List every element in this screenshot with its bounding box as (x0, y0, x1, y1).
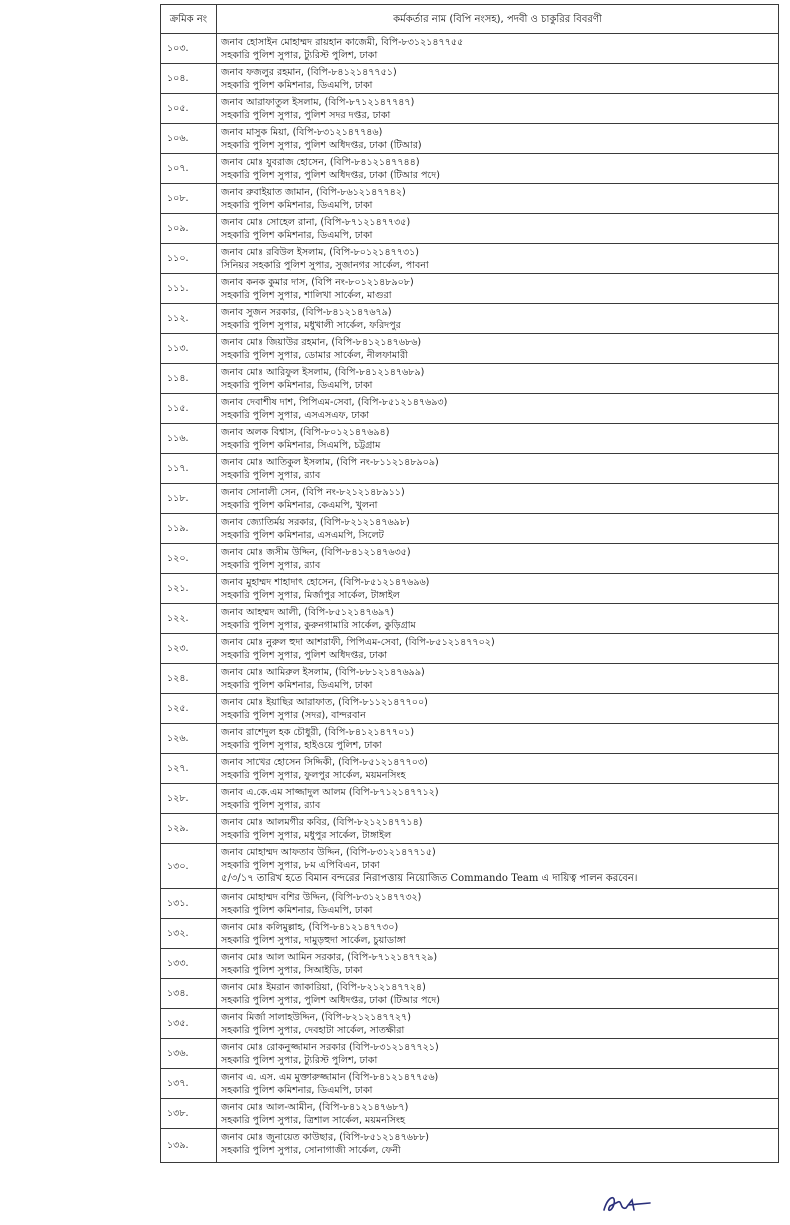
officer-posting: সহকারি পুলিশ সুপার, র‌্যাব (221, 800, 321, 811)
officer-details (217, 1129, 779, 1163)
table-row (161, 1099, 779, 1129)
header-details: কর্মকর্তার নাম (বিপি নংসহ), পদবী ও চাকুরির বিবরণী (217, 5, 779, 34)
table-row (161, 574, 779, 604)
officer-posting: সহকারি পুলিশ সুপার, পুলিশ অধিদপ্তর, ঢাকা (টিআর পদে) (221, 995, 440, 1006)
officer-name: জনাব মোঃ জসীম উদ্দিন, (বিপি-৮৪১২১৪৭৬৩৫) (221, 547, 411, 558)
serial-number: ১১৩. (161, 334, 217, 364)
officer-name: জনাব আহম্মদ আলী, (বিপি-৮৫১২১৪৭৬৯৭) (221, 607, 394, 618)
officer-note: ৫/৩/১৭ তারিখ হতে বিমান বন্দরের নিরাপত্তায় নিয়োজিত Commando Team এ দায়িত্ব পালন করবেন। (221, 873, 638, 884)
officer-name: জনাব মোঃ সোহেল রানা, (বিপি-৮৭১২১৪৭৭৩৫) (221, 217, 411, 228)
serial-number: ১২৯. (161, 814, 217, 844)
serial-number: ১৩৮. (161, 1099, 217, 1129)
officer-name: জনাব মোঃ জিয়াউর রহমান, (বিপি-৮৪১২১৪৭৬৮৬) (221, 337, 422, 348)
officer-name: জনাব অলক বিশ্বাস, (বিপি-৮০১২১৪৭৬৯৪) (221, 427, 390, 438)
table-row (161, 454, 779, 484)
table-row (161, 544, 779, 574)
officer-posting: সহকারি পুলিশ সুপার, সোনাগাজী সার্কেল, ফেনী (221, 1145, 401, 1156)
serial-number: ১২৬. (161, 724, 217, 754)
officer-posting: সহকারি পুলিশ কমিশনার, ডিএমপি, ঢাকা (221, 905, 373, 916)
table-row (161, 1009, 779, 1039)
officer-details (217, 694, 779, 724)
table-row (161, 1039, 779, 1069)
officer-details (217, 184, 779, 214)
officer-posting: সহকারি পুলিশ সুপার, এসএসএফ, ঢাকা (221, 410, 370, 421)
table-row (161, 784, 779, 814)
officer-posting: সহকারি পুলিশ সুপার, ফুলপুর সার্কেল, ময়মনসিংহ (221, 770, 406, 781)
officer-details (217, 514, 779, 544)
table-row (161, 94, 779, 124)
officer-details (217, 454, 779, 484)
officer-posting: সহকারি পুলিশ সুপার, পুলিশ সদর দপ্তর, ঢাকা (221, 110, 391, 121)
officer-name: জনাব সুজন সরকার, (বিপি-৮৪১২১৪৭৬৭৯) (221, 307, 392, 318)
officer-posting: সহকারি পুলিশ সুপার, ত্রিশাল সার্কেল, ময়মনসিংহ (221, 1115, 405, 1126)
officer-posting: সহকারি পুলিশ সুপার, পুলিশ অধিদপ্তর, ঢাকা (টিআর) (221, 140, 422, 151)
officer-name: জনাব আরাফাতুল ইসলাম, (বিপি-৮৭১২১৪৭৭৪৭) (221, 97, 415, 108)
officer-posting: সহকারি পুলিশ সুপার, ৮ম এপিবিএন, ঢাকা (221, 860, 380, 871)
officer-posting: সহকারি পুলিশ সুপার, র‌্যাব (221, 560, 321, 571)
officer-details (217, 364, 779, 394)
table-row (161, 604, 779, 634)
table-row (161, 919, 779, 949)
officer-name: জনাব রাশেদুল হক চৌধুরী, (বিপি-৮৪১২১৪৭৭০১) (221, 727, 415, 738)
officer-details (217, 64, 779, 94)
officer-roster-table (160, 4, 779, 1163)
table-row (161, 514, 779, 544)
officer-details (217, 604, 779, 634)
table-row (161, 124, 779, 154)
officer-posting: সহকারি পুলিশ সুপার, হাইওয়ে পুলিশ, ঢাকা (221, 740, 382, 751)
serial-number: ১২৭. (161, 754, 217, 784)
officer-posting: সহকারি পুলিশ সুপার, মির্জাপুর সার্কেল, টাঙ্গাইল (221, 590, 400, 601)
serial-number: ১২৩. (161, 634, 217, 664)
officer-posting: সহকারি পুলিশ কমিশনার, ডিএমপি, ঢাকা (221, 200, 373, 211)
header-serial: ক্রমিক নং (161, 5, 217, 34)
officer-posting: সহকারি পুলিশ সুপার, ডোমার সার্কেল, নীলফামারী (221, 350, 408, 361)
serial-number: ১৩১. (161, 889, 217, 919)
serial-number: ১০৪. (161, 64, 217, 94)
table-header-row (161, 5, 779, 34)
serial-number: ১৩৯. (161, 1129, 217, 1163)
serial-number: ১৩৫. (161, 1009, 217, 1039)
officer-posting: সহকারি পুলিশ কমিশনার, এসএমপি, সিলেট (221, 530, 384, 541)
officer-name: জনাব মোঃ রবিউল ইসলাম, (বিপি-৮০১২১৪৭৭৩১) (221, 247, 420, 258)
table-row (161, 364, 779, 394)
officer-name: জনাব মোহাম্মদ আফতাব উদ্দিন, (বিপি-৮৩১২১৪৭৭১৫) (221, 847, 436, 858)
serial-number: ১২৫. (161, 694, 217, 724)
officer-name: জনাব সোনালী সেন, (বিপি নং-৮২১২১৪৮৯১১) (221, 487, 405, 498)
officer-details (217, 484, 779, 514)
officer-details (217, 154, 779, 184)
serial-number: ১১০. (161, 244, 217, 274)
signature-mark (598, 1190, 658, 1218)
officer-posting: সহকারি পুলিশ সুপার, পুলিশ অধিদপ্তর, ঢাকা (টিআর পদে) (221, 170, 440, 181)
serial-number: ১০৩. (161, 34, 217, 64)
officer-posting: সহকারি পুলিশ সুপার, দামুড়হুদা সার্কেল, চুয়াডাঙ্গা (221, 935, 406, 946)
officer-details (217, 724, 779, 754)
table-body (161, 34, 779, 1163)
table-row (161, 814, 779, 844)
officer-posting: সহকারি পুলিশ কমিশনার, সিএমপি, চট্টগ্রাম (221, 440, 381, 451)
serial-number: ১৩২. (161, 919, 217, 949)
serial-number: ১১৭. (161, 454, 217, 484)
table-row (161, 484, 779, 514)
serial-number: ১১১. (161, 274, 217, 304)
officer-posting: সিনিয়র সহকারি পুলিশ সুপার, সুজানগর সার্কেল, পাবনা (221, 260, 429, 271)
officer-posting: সহকারি পুলিশ কমিশনার, ডিএমপি, ঢাকা (221, 1085, 373, 1096)
officer-details (217, 34, 779, 64)
officer-details (217, 244, 779, 274)
table-row (161, 889, 779, 919)
officer-name: জনাব মোঃ যুবরাজ হোসেন, (বিপি-৮৪১২১৪৭৭৪৪) (221, 157, 420, 168)
table-row (161, 184, 779, 214)
officer-details (217, 1099, 779, 1129)
officer-name: জনাব এ. এস. এম মুক্তারুজ্জামান (বিপি-৮৪১২১৪৭৭৫৬) (221, 1072, 439, 1083)
officer-name: জনাব ফজলুর রহমান, (বিপি-৮৪১২১৪৭৭৫১) (221, 67, 397, 78)
serial-number: ১২০. (161, 544, 217, 574)
serial-number: ১১৪. (161, 364, 217, 394)
officer-posting: সহকারি পুলিশ সুপার, দেবহাটা সার্কেল, সাতক্ষীরা (221, 1025, 405, 1036)
serial-number: ১০৮. (161, 184, 217, 214)
officer-details (217, 574, 779, 604)
officer-posting: সহকারি পুলিশ সুপার, মধুপুর সার্কেল, টাঙ্গাইল (221, 830, 392, 841)
officer-name: জনাব মোঃ ইমরান জাকারিয়া, (বিপি-৮২১২১৪৭৭২৪) (221, 982, 426, 993)
table-row (161, 1129, 779, 1163)
officer-posting: সহকারি পুলিশ সুপার (সদর), বান্দরবান (221, 710, 366, 721)
officer-details (217, 94, 779, 124)
serial-number: ১১৮. (161, 484, 217, 514)
officer-details (217, 1039, 779, 1069)
serial-number: ১৩৬. (161, 1039, 217, 1069)
serial-number: ১১৫. (161, 394, 217, 424)
officer-name: জনাব মোঃ জুনায়েত কাউছার, (বিপি-৮৫১২১৪৭৬৮৮) (221, 1132, 429, 1143)
table-row (161, 634, 779, 664)
table-row (161, 664, 779, 694)
serial-number: ১০৬. (161, 124, 217, 154)
table-row (161, 694, 779, 724)
officer-name: জনাব সাখের হোসেন সিদ্দিকী, (বিপি-৮৫১২১৪৭৭০৩) (221, 757, 428, 768)
table-row (161, 844, 779, 889)
table-row (161, 214, 779, 244)
officer-details (217, 979, 779, 1009)
officer-details (217, 274, 779, 304)
officer-name: জনাব এ.কে.এম সাজ্জাদুল আলম (বিপি-৮৭১২১৪৭৭১২) (221, 787, 439, 798)
serial-number: ১৩৪. (161, 979, 217, 1009)
table-row (161, 979, 779, 1009)
serial-number: ১১২. (161, 304, 217, 334)
table-row (161, 304, 779, 334)
officer-details (217, 949, 779, 979)
officer-name: জনাব মির্জা সালাহউদ্দিন, (বিপি-৮২১২১৪৭৭২৭) (221, 1012, 411, 1023)
table-row (161, 244, 779, 274)
officer-name: জনাব মোঃ আরিফুল ইসলাম, (বিপি-৮৪১২১৪৭৬৮৯) (221, 367, 425, 378)
officer-details (217, 424, 779, 454)
officer-posting: সহকারি পুলিশ কমিশনার, ডিএমপি, ঢাকা (221, 680, 373, 691)
serial-number: ১২২. (161, 604, 217, 634)
officer-name: জনাব মোঃ নুরুল হুদা আশরাফী, পিপিএম-সেবা, (বিপি-৮৫১২১৪৭৭০২) (221, 637, 495, 648)
table-row (161, 724, 779, 754)
table-row (161, 424, 779, 454)
officer-details (217, 919, 779, 949)
officer-posting: সহকারি পুলিশ কমিশনার, ডিএমপি, ঢাকা (221, 80, 373, 91)
serial-number: ১০৭. (161, 154, 217, 184)
officer-details (217, 1069, 779, 1099)
officer-posting: সহকারি পুলিশ কমিশনার, কেএমপি, খুলনা (221, 500, 378, 511)
officer-details (217, 124, 779, 154)
serial-number: ১০৫. (161, 94, 217, 124)
officer-details (217, 814, 779, 844)
serial-number: ১৩৩. (161, 949, 217, 979)
officer-details (217, 664, 779, 694)
officer-details (217, 334, 779, 364)
officer-details (217, 1009, 779, 1039)
officer-details (217, 784, 779, 814)
serial-number: ১২১. (161, 574, 217, 604)
officer-details (217, 844, 779, 889)
table-row (161, 154, 779, 184)
officer-posting: সহকারি পুলিশ সুপার, ট্যুরিস্ট পুলিশ, ঢাকা (221, 50, 378, 61)
officer-details (217, 634, 779, 664)
officer-name: জনাব মোঃ কলিমুল্লাহ, (বিপি-৮৪১২১৪৭৭৩০) (221, 922, 399, 933)
officer-details (217, 889, 779, 919)
officer-name: জনাব মোঃ ইয়াছির আরাফাত, (বিপি-৮১১২১৪৭৭০০) (221, 697, 428, 708)
officer-details (217, 394, 779, 424)
officer-name: জনাব মুহাম্মদ শাহাদাৎ হোসেন, (বিপি-৮৫১২১৪৭৬৯৬) (221, 577, 430, 588)
officer-name: জনাব হোসাইন মোহাম্মদ রায়হান কাজেমী, বিপি-৮৩১২১৪৭৭৫৫ (221, 37, 464, 48)
table-row (161, 1069, 779, 1099)
serial-number: ১১৯. (161, 514, 217, 544)
officer-name: জনাব মোঃ আলমগীর কবির, (বিপি-৮২১২১৪৭৭১৪) (221, 817, 423, 828)
officer-posting: সহকারি পুলিশ সুপার, পুলিশ অধিদপ্তর, ঢাকা (221, 650, 388, 661)
officer-name: জনাব রুবাইয়াত জামান, (বিপি-৮৬১২১৪৭৭৪২) (221, 187, 406, 198)
officer-name: জনাব মোঃ আমিরুল ইসলাম, (বিপি-৮৮১২১৪৭৬৯৯) (221, 667, 425, 678)
officer-name: জনাব মাসুক মিয়া, (বিপি-৮৩১২১৪৭৭৪৬) (221, 127, 383, 138)
officer-posting: সহকারি পুলিশ সুপার, কুরুনগামারি সার্কেল, কুড়িগ্রাম (221, 620, 416, 631)
officer-posting: সহকারি পুলিশ কমিশনার, ডিএমপি, ঢাকা (221, 380, 373, 391)
table-row (161, 949, 779, 979)
officer-name: জনাব জ্যোতির্ময় সরকার, (বিপি-৮২১২১৪৭৬৯৮) (221, 517, 410, 528)
serial-number: ১১৬. (161, 424, 217, 454)
serial-number: ১২৮. (161, 784, 217, 814)
officer-details (217, 214, 779, 244)
officer-posting: সহকারি পুলিশ সুপার, ট্যুরিস্ট পুলিশ, ঢাকা (221, 1055, 378, 1066)
table-row (161, 754, 779, 784)
serial-number: ১০৯. (161, 214, 217, 244)
officer-name: জনাব মোহাম্মদ বশির উদ্দিন, (বিপি-৮৩১২১৪৭৭৩২) (221, 892, 422, 903)
serial-number: ১৩০. (161, 844, 217, 889)
officer-posting: সহকারি পুলিশ সুপার, মধুখালী সার্কেল, ফরিদপুর (221, 320, 401, 331)
officer-name: জনাব দেবাশীষ দাশ, পিপিএম-সেবা, (বিপি-৮৫১২১৪৭৬৯৩) (221, 397, 448, 408)
officer-name: জনাব কনক কুমার দাস, (বিপি নং-৮০১২১৪৮৯০৮) (221, 277, 414, 288)
officer-details (217, 544, 779, 574)
table-row (161, 394, 779, 424)
officer-details (217, 754, 779, 784)
officer-details (217, 304, 779, 334)
officer-posting: সহকারি পুলিশ সুপার, র‌্যাব (221, 470, 321, 481)
table-row (161, 274, 779, 304)
officer-posting: সহকারি পুলিশ সুপার, শালিখা সার্কেল, মাগুরা (221, 290, 392, 301)
officer-posting: সহকারি পুলিশ সুপার, সিআইডি, ঢাকা (221, 965, 363, 976)
officer-name: জনাব মোঃ রোকনুজ্জামান সরকার (বিপি-৮৩১২১৪৭৭২১) (221, 1042, 439, 1053)
officer-name: জনাব মোঃ আল-আমীন, (বিপি-৮৪১২১৪৭৬৮৭) (221, 1102, 409, 1113)
officer-name: জনাব মোঃ আতিকুল ইসলাম, (বিপি নং-৮১১২১৪৮৯০৯) (221, 457, 439, 468)
table-row (161, 34, 779, 64)
serial-number: ১৩৭. (161, 1069, 217, 1099)
table-row (161, 64, 779, 94)
officer-posting: সহকারি পুলিশ কমিশনার, ডিএমপি, ঢাকা (221, 230, 373, 241)
table-row (161, 334, 779, 364)
serial-number: ১২৪. (161, 664, 217, 694)
officer-name: জনাব মোঃ আল আমিন সরকার, (বিপি-৮৭১২১৪৭৭২৯) (221, 952, 438, 963)
